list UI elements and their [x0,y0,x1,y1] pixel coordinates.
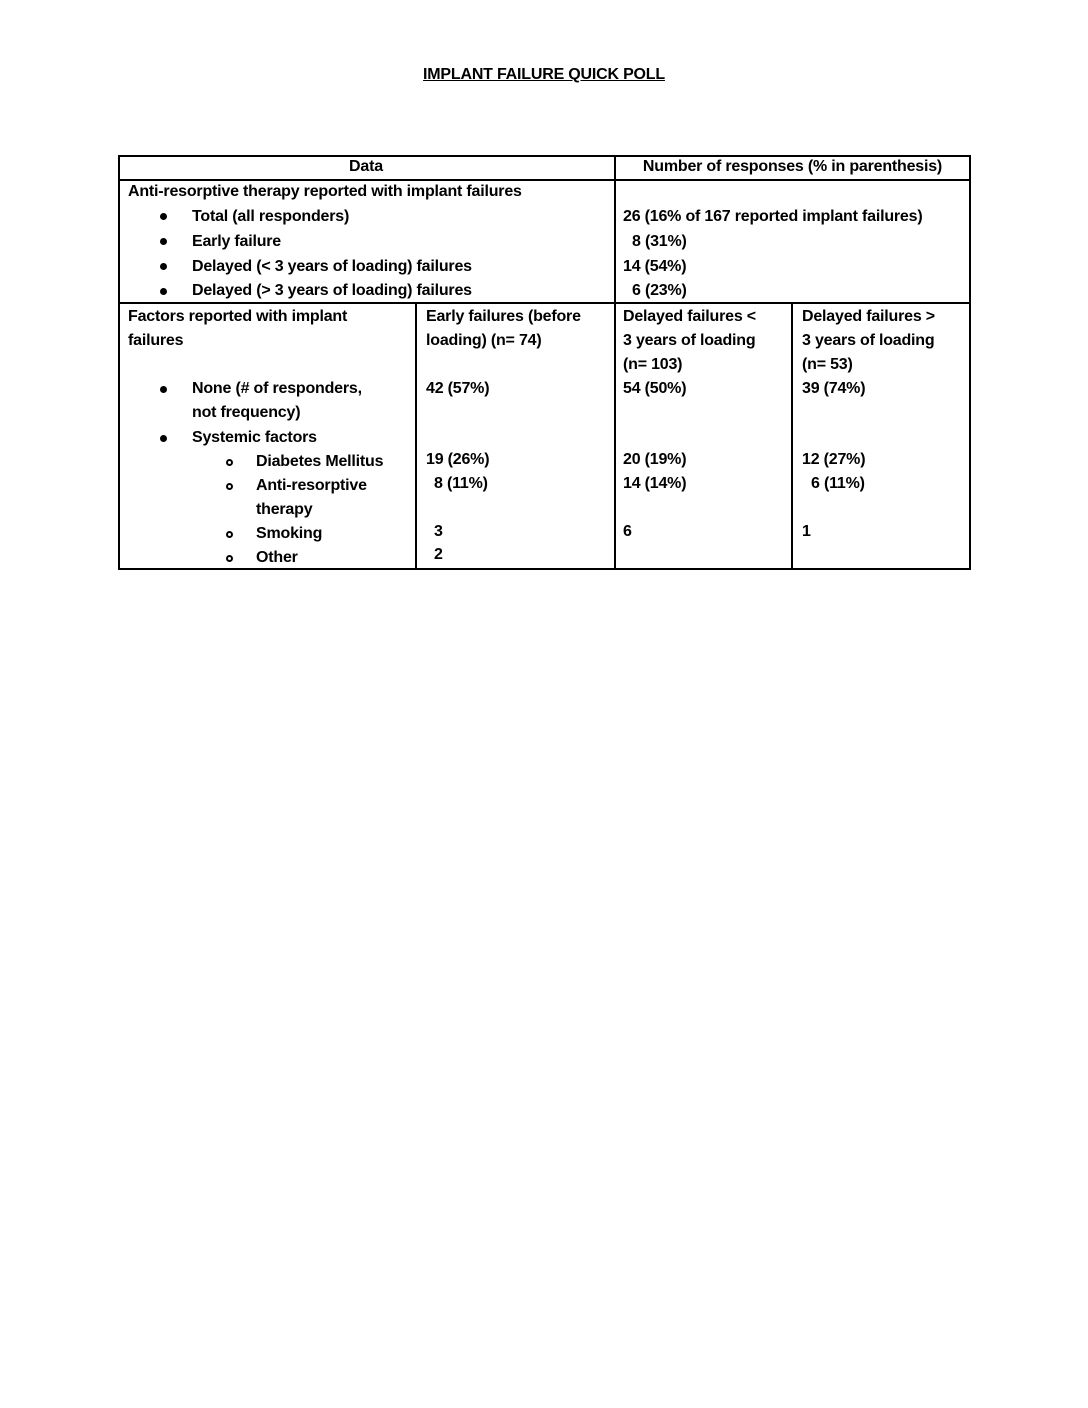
col-delayed-gt3-header-line3: (n= 53) [802,356,853,373]
col-delayed-gt3-header-line2: 3 years of loading [802,332,935,349]
sub-antiresorptive-early: 8 (11%) [434,475,488,492]
circle-bullet-icon [226,555,233,562]
col-early-header-line1: Early failures (before [426,308,581,325]
section2-heading-line2: failures [128,332,184,349]
sub-diabetes-label: Diabetes Mellitus [256,453,384,470]
none-label-line1: None (# of responders, [192,380,362,397]
none-label-line2: not frequency) [192,404,301,421]
row-delayed-gt3-value: 6 (23%) [632,282,687,299]
row-total-label: Total (all responders) [192,208,350,225]
section1-heading: Anti-resorptive therapy reported with implant failures [128,183,522,200]
section2-heading-line1: Factors reported with implant [128,308,348,325]
sub-smoking-delayed-gt3: 1 [802,523,811,540]
col-delayed-lt3-header-line2: 3 years of loading [623,332,756,349]
table-border-left [118,155,120,570]
sub-other-early: 2 [434,546,443,563]
row-early-label: Early failure [192,233,282,250]
table-border-right [969,155,971,570]
sub-diabetes-delayed-gt3: 12 (27%) [802,451,866,468]
col-delayed-lt3-header-line1: Delayed failures < [623,308,756,325]
row-total-value: 26 (16% of 167 reported implant failures) [623,208,923,225]
bullet-icon [160,213,167,220]
row-delayed-gt3-label: Delayed (> 3 years of loading) failures [192,282,472,299]
table-col-divider-main [614,155,616,570]
bullet-icon [160,435,167,442]
none-value-delayed-gt3: 39 (74%) [802,380,866,397]
circle-bullet-icon [226,459,233,466]
header-responses: Number of responses (% in parenthesis) [642,158,943,175]
poll-table [118,155,971,570]
col-delayed-gt3-header-line1: Delayed failures > [802,308,935,325]
bullet-icon [160,386,167,393]
table-border-bottom [118,568,971,570]
sub-diabetes-early: 19 (26%) [426,451,490,468]
row-early-value: 8 (31%) [632,233,687,250]
col-delayed-lt3-header-line3: (n= 103) [623,356,683,373]
col-early-header-line2: loading) (n= 74) [426,332,542,349]
none-value-delayed-lt3: 54 (50%) [623,380,687,397]
header-data: Data [349,158,383,175]
table-col-divider-early [415,302,417,570]
sub-smoking-early: 3 [434,523,443,540]
sub-other-label: Other [256,549,298,566]
bullet-icon [160,263,167,270]
page-title: IMPLANT FAILURE QUICK POLL [423,66,665,83]
none-value-early: 42 (57%) [426,380,490,397]
sub-smoking-label: Smoking [256,525,323,542]
sub-antiresorptive-delayed-lt3: 14 (14%) [623,475,687,492]
bullet-icon [160,288,167,295]
circle-bullet-icon [226,483,233,490]
sub-diabetes-delayed-lt3: 20 (19%) [623,451,687,468]
systemic-factors-label: Systemic factors [192,429,317,446]
sub-smoking-delayed-lt3: 6 [623,523,632,540]
bullet-icon [160,238,167,245]
sub-antiresorptive-delayed-gt3: 6 (11%) [811,475,865,492]
row-delayed-lt3-value: 14 (54%) [623,258,687,275]
circle-bullet-icon [226,531,233,538]
sub-antiresorptive-label-line1: Anti-resorptive [256,477,367,494]
table-col-divider-delayed [791,302,793,570]
sub-antiresorptive-label-line2: therapy [256,501,313,518]
row-delayed-lt3-label: Delayed (< 3 years of loading) failures [192,258,472,275]
